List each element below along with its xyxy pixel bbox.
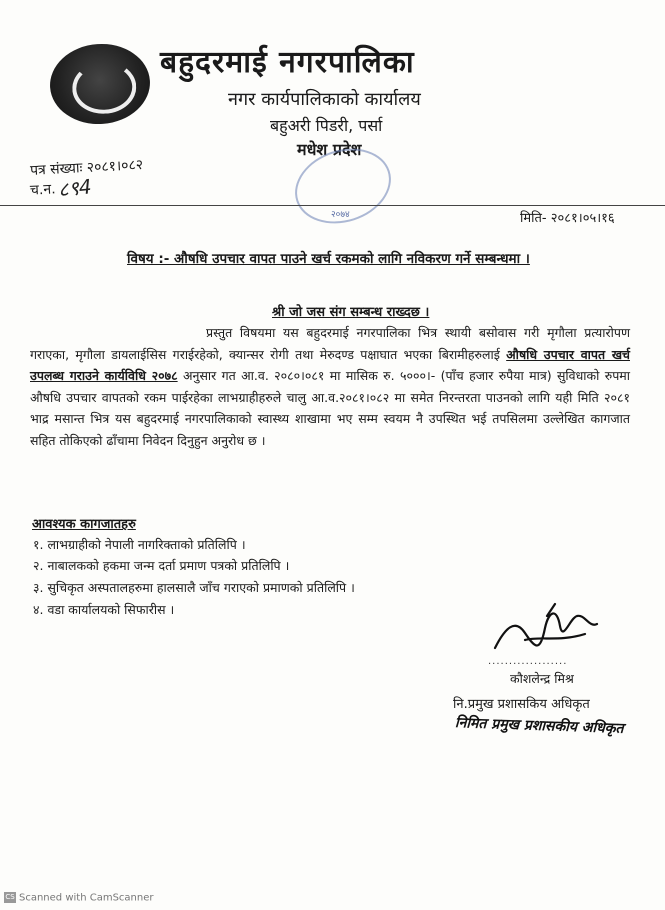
letter-date: मिति- २०८१।०५।१६ bbox=[520, 211, 615, 226]
scanner-watermark bbox=[4, 892, 154, 904]
camscanner-icon: CS bbox=[5, 893, 15, 901]
scanner-text: Scanned with CamScanner bbox=[19, 892, 154, 904]
signatory-title: नि.प्रमुख प्रशासकिय अधिकृत bbox=[453, 697, 590, 712]
body-procedure-name: औषधि उपचार वापत खर्च उपलब्ध गराउने कार्यविधि २०७८ bbox=[30, 346, 630, 383]
letter-salutation: श्री जो जस संग सम्बन्ध राख्दछ । bbox=[272, 305, 430, 320]
organization-name: बहुदरमाई नगरपालिका bbox=[160, 45, 415, 80]
letter-body bbox=[30, 322, 630, 451]
body-text-part1: प्रस्तुत विषयमा यस बहुदरमाई नगरपालिका भित्र स्थायी बसोवास गरी मृगौला प्रत्यारोपण गराएका, मृगौला डायलाईसिस गराईरहेको, क्यान्सर रोगी तथा मेरुदण्ड पक्षाघात भएका बिरामीहरुलाई bbox=[30, 325, 630, 362]
reference-number: पत्र संख्याः २०८१।०८२ bbox=[29, 157, 144, 179]
document-item: २. नाबालकको हकमा जन्म दर्ता प्रमाण पत्रको प्रतिलिपि । bbox=[33, 558, 290, 573]
municipality-logo bbox=[47, 41, 152, 128]
signature-line: ................... bbox=[488, 656, 568, 667]
stamp-number: २०७४ bbox=[331, 210, 350, 220]
dispatch-number-label: च.न. bbox=[29, 181, 56, 199]
document-item: १. लाभग्राहीको नेपाली नागरिक्ताको प्रतिलिपि । bbox=[33, 537, 246, 552]
body-text-part2: अनुसार गत आ.व. २०८०।०८१ मा मासिक रु. ५०००।- (पाँच हजार रुपैया मात्र) सुविधाको रुपमा औषधि उपचार वापतको रकम पाईरहेका लाभग्राहीहरुले चालु आ.व.२०८१।०८२ मा समेत निरन्तरता पाउनको लागि यही मिति २०८१ भाद्र मसान्त भित्र यस बहुदरमाई नगरपालिकाको स्वास्थ्य शाखामा भए सम्म स्वयम नै उपस्थित भई तपसिलमा उल्लेखित कागजात सहित तोकिएको ढाँचामा निवेदन दिनुहुन अनुरोध छ । bbox=[30, 368, 631, 448]
letter-subject: विषय :- औषधि उपचार वापत पाउने खर्च रकमको लागि नविकरण गर्ने सम्बन्धमा । bbox=[127, 251, 530, 267]
document-item: ४. वडा कार्यालयको सिफारीस । bbox=[33, 602, 175, 617]
signatory-name: कौशलेन्द्र मिश्र bbox=[510, 671, 574, 686]
province-name: मधेश प्रदेश bbox=[297, 140, 362, 159]
documents-heading: आवश्यक कागजातहरु bbox=[32, 517, 136, 532]
handwritten-signature bbox=[485, 598, 605, 660]
document-item: ३. सुचिकृत अस्पतालहरुमा हालसालै जाँच गराएको प्रमाणको प्रतिलिपि । bbox=[33, 580, 355, 595]
dispatch-number-handwritten: ८९4 bbox=[56, 174, 93, 202]
office-address: बहुअरी पिडरी, पर्सा bbox=[270, 116, 383, 135]
office-name: नगर कार्यपालिकाको कार्यालय bbox=[228, 89, 421, 110]
signatory-title-stamp: निमित प्रमुख प्रशासकीय अधिकृत bbox=[454, 715, 624, 737]
header-divider bbox=[0, 205, 665, 206]
